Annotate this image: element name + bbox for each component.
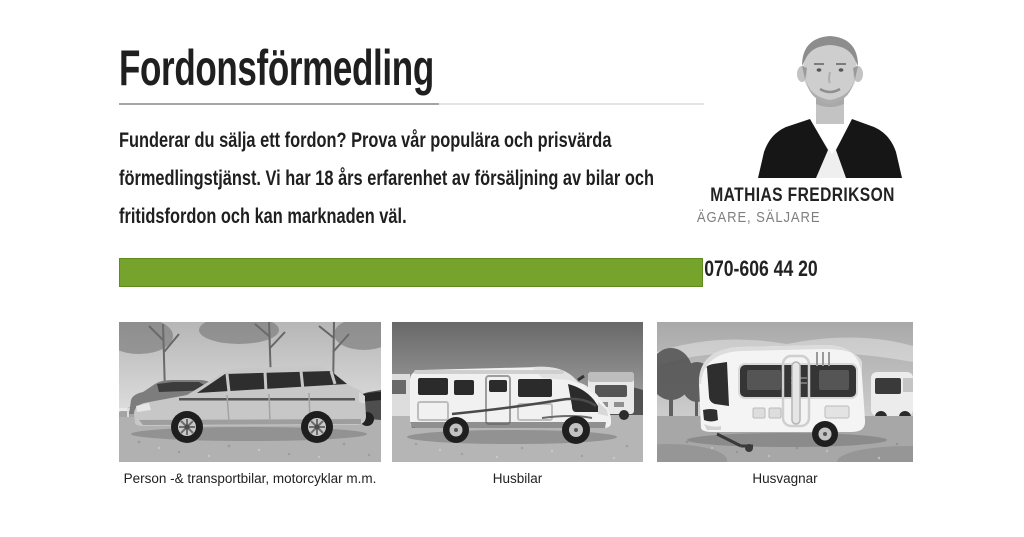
caption-cars[interactable]: Person -& transportbilar, motorcyklar m.m.	[123, 471, 377, 486]
intro-line: Funderar du sälja ett fordon? Prova vår populära och prisvärda	[119, 129, 612, 152]
accent-bar	[119, 258, 703, 287]
page-title	[119, 40, 569, 96]
agent-portrait	[750, 22, 910, 178]
intro-line: förmedlingstjänst. Vi har 18 års erfarenhet av försäljning av bilar och	[119, 167, 654, 190]
intro-paragraph	[119, 122, 719, 236]
category-cars[interactable]	[119, 322, 381, 462]
agent-name: MATHIAS FREDRIKSON	[710, 185, 895, 206]
caravan-photo	[657, 322, 913, 462]
category-caravans[interactable]	[657, 322, 913, 462]
portrait-photo	[750, 22, 910, 178]
agent-phone[interactable]: 070-606 44 20	[704, 256, 818, 281]
agent-role: ÄGARE, SÄLJARE	[696, 210, 821, 226]
motorhome-photo	[392, 322, 643, 462]
intro-line: fritidsfordon och kan marknaden väl.	[119, 205, 407, 228]
page-title-text: Fordonsförmedling	[119, 40, 434, 96]
car-photo	[119, 322, 381, 462]
caption-caravans[interactable]: Husvagnar	[752, 471, 818, 486]
category-motorhomes[interactable]	[392, 322, 643, 462]
title-underline	[119, 103, 704, 105]
caption-motorhomes[interactable]: Husbilar	[492, 471, 543, 486]
